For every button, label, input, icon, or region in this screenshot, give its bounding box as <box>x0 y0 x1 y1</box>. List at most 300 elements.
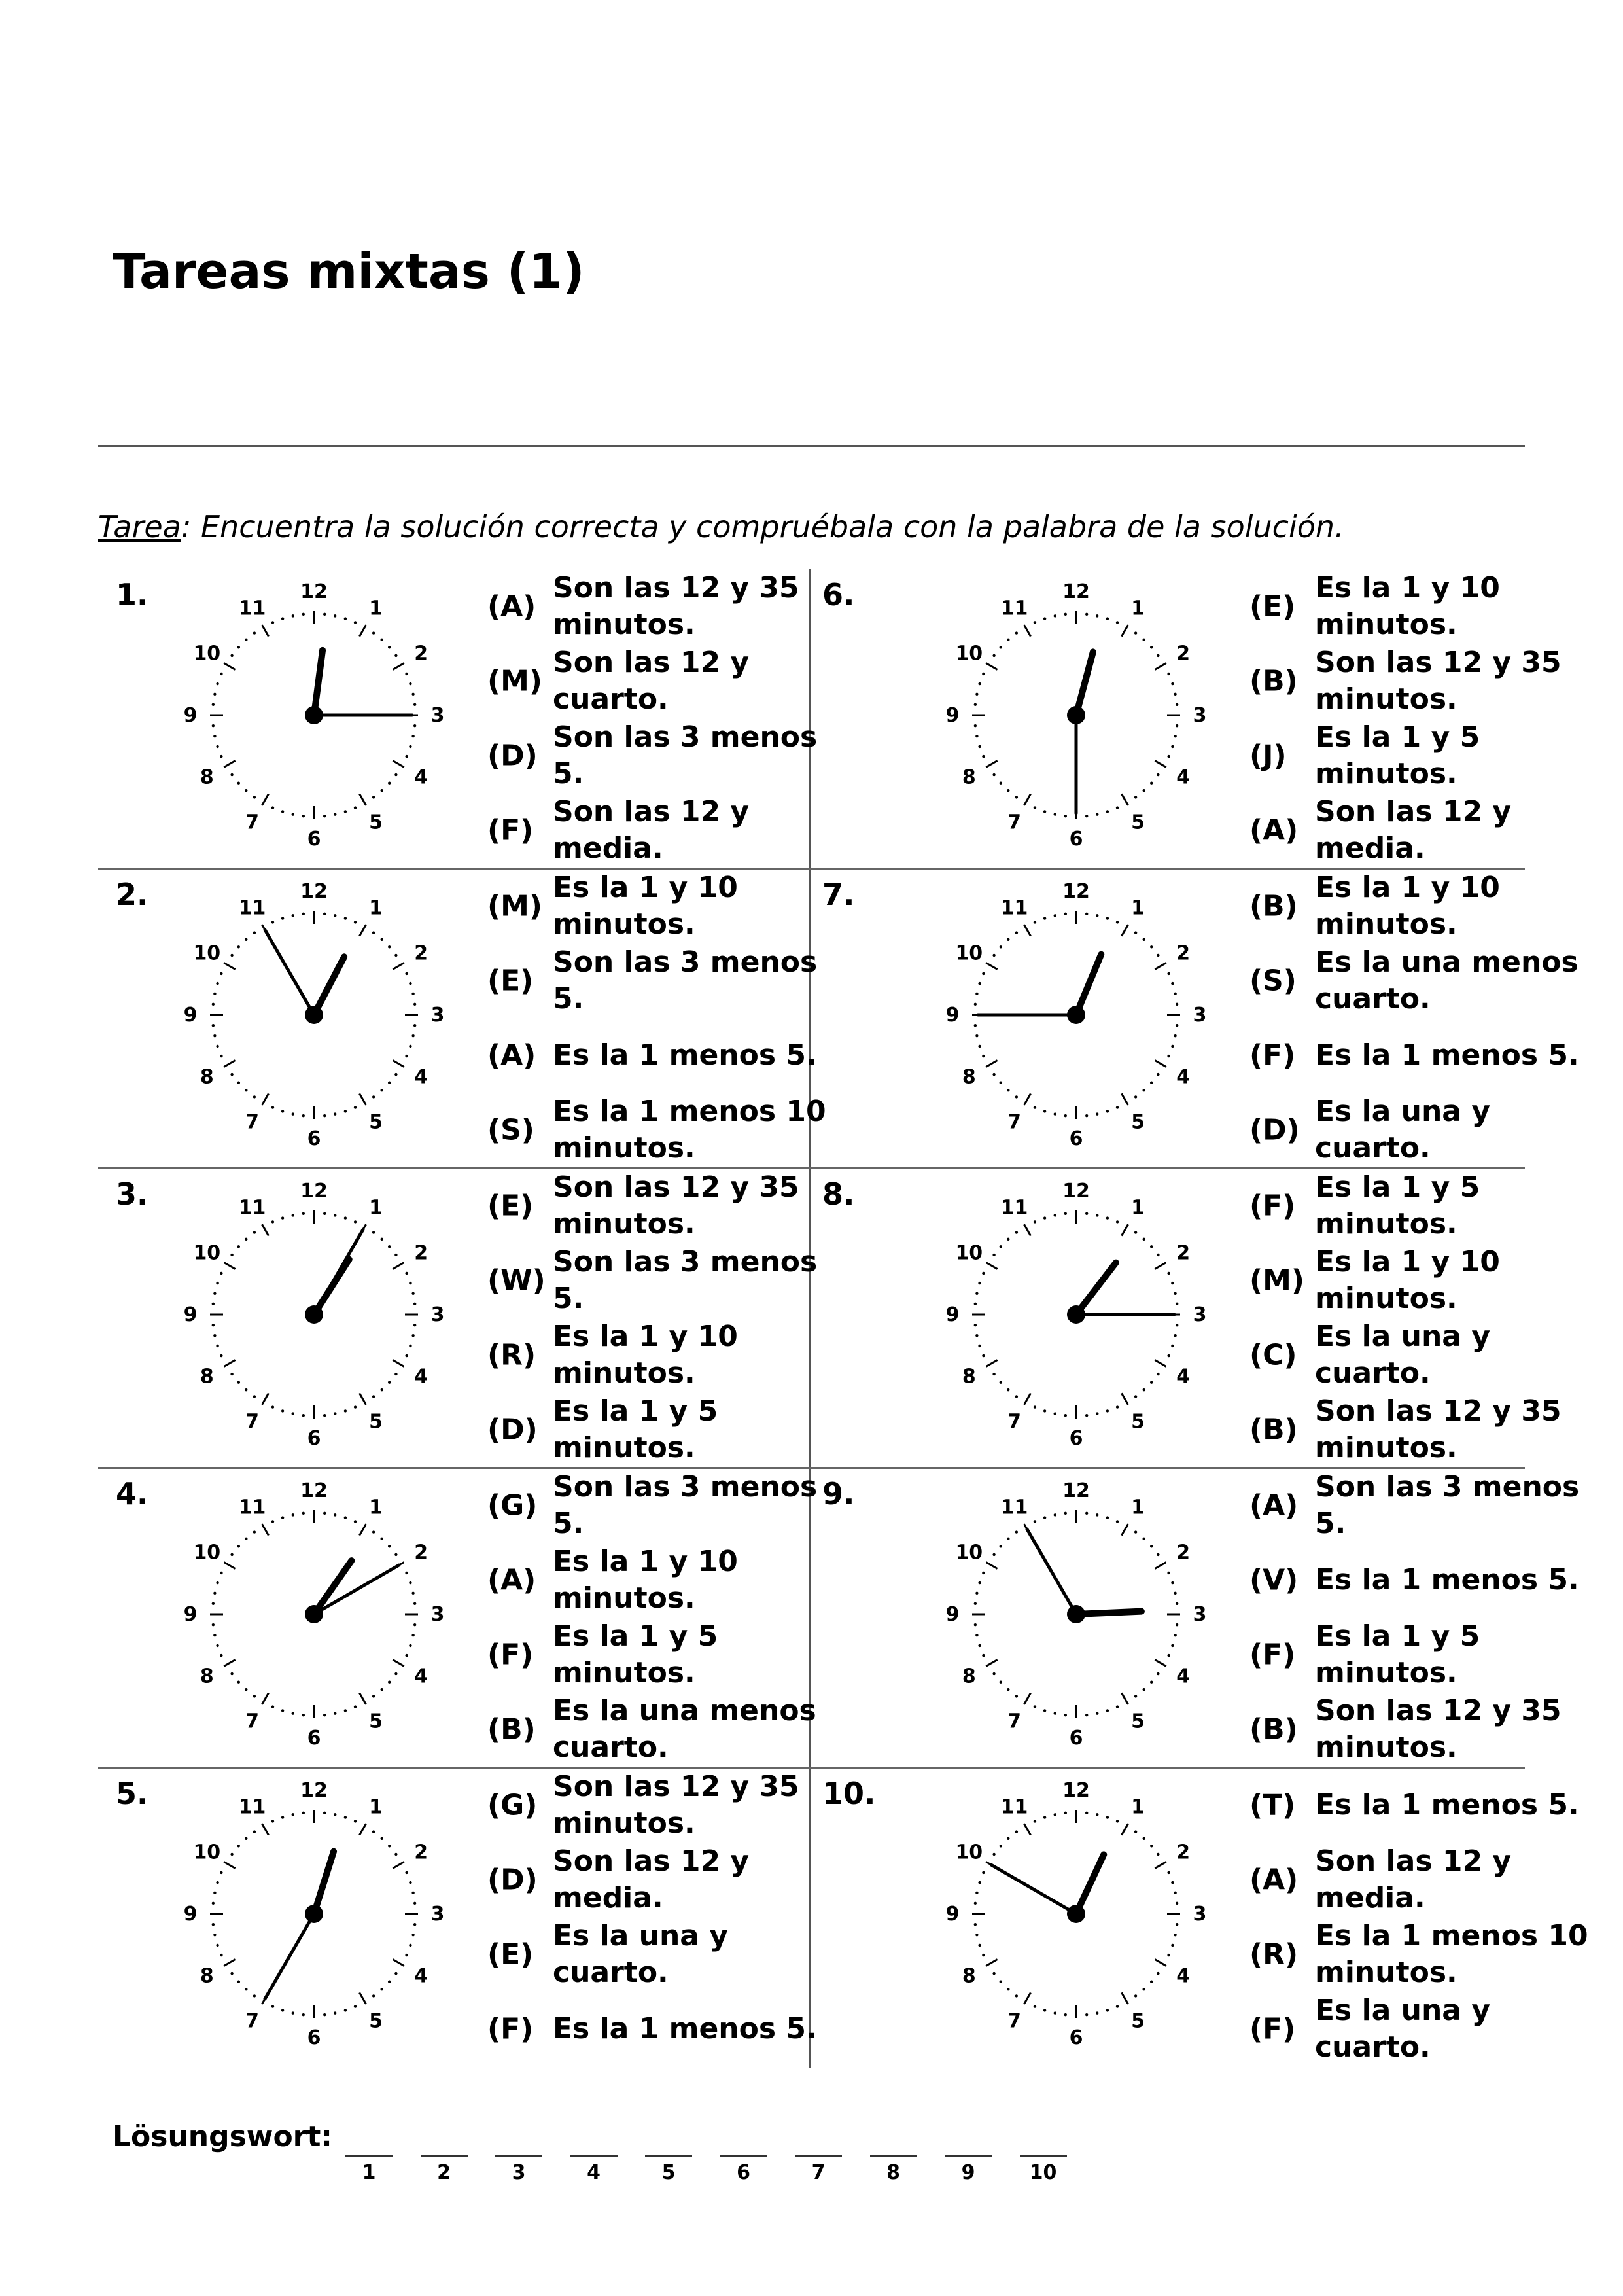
clock-numeral: 6 <box>307 1427 321 1450</box>
option-letter: (F) <box>487 2012 534 2046</box>
clock-numeral: 6 <box>1069 828 1083 851</box>
clock-center <box>1067 1305 1085 1324</box>
answer-options <box>487 1169 828 1468</box>
clock-numeral: 1 <box>1131 1795 1145 1819</box>
slot-blank[interactable] <box>495 2155 542 2157</box>
option-text: Son las 12 y 35 minutos. <box>1315 1694 1562 1764</box>
option-letter: (D) <box>487 739 538 773</box>
option-letter: (A) <box>487 1038 536 1072</box>
slot-number: 7 <box>811 2161 826 2184</box>
option-text: Son las 3 menos 5. <box>553 945 818 1016</box>
option-letter: (V) <box>1249 1563 1299 1597</box>
solution-slot[interactable] <box>945 2117 992 2184</box>
clock-numeral: 2 <box>1176 1841 1191 1864</box>
answer-option <box>487 644 828 718</box>
answer-option <box>1249 718 1590 793</box>
option-text: Es la una menos cuarto. <box>1315 945 1579 1016</box>
clock-numeral: 10 <box>193 1841 221 1864</box>
answer-option <box>1249 1917 1590 1992</box>
option-letter: (F) <box>1249 1038 1296 1072</box>
answer-option <box>1249 1468 1590 1543</box>
option-text: Es la una menos cuarto. <box>553 1694 816 1764</box>
answer-option <box>1249 1169 1590 1243</box>
option-letter: (G) <box>487 1788 538 1822</box>
clock-numeral: 8 <box>962 1365 976 1388</box>
option-text: Es la 1 menos 5. <box>1315 1563 1579 1597</box>
clock-numeral: 7 <box>245 1410 259 1434</box>
option-text: Son las 12 y media. <box>1315 795 1512 865</box>
clock-numeral: 6 <box>307 1727 321 1750</box>
clock-numeral: 2 <box>1176 642 1191 665</box>
clock-numeral: 9 <box>945 1303 960 1326</box>
option-letter: (F) <box>1249 1189 1296 1223</box>
option-letter: (W) <box>487 1263 546 1298</box>
clock-numeral: 1 <box>1131 896 1145 920</box>
solution-slot[interactable] <box>1020 2117 1067 2184</box>
answer-option <box>1249 1843 1590 1917</box>
clock-numeral: 12 <box>300 1180 328 1203</box>
option-letter: (M) <box>487 889 543 923</box>
option-letter: (E) <box>487 1189 534 1223</box>
option-letter: (A) <box>1249 1863 1299 1897</box>
answer-option <box>487 944 828 1018</box>
clock-numeral: 6 <box>1069 2026 1083 2049</box>
option-text: Es la 1 y 5 minutos. <box>1315 1171 1480 1241</box>
hour-hand <box>1076 1612 1142 1614</box>
exercise-number: 6. <box>822 577 855 612</box>
answer-options <box>1249 869 1590 1169</box>
option-text: Son las 12 y 35 minutos. <box>1315 1394 1562 1464</box>
option-text: Son las 3 menos 5. <box>553 1470 818 1540</box>
slot-number: 1 <box>362 2161 376 2184</box>
clock-face <box>939 1474 1213 1755</box>
slot-blank[interactable] <box>345 2155 393 2157</box>
clock-numeral: 8 <box>200 1665 214 1688</box>
exercise-cell <box>811 1169 1562 1468</box>
answer-options <box>487 869 828 1169</box>
clock-numeral: 5 <box>369 1110 383 1134</box>
option-text: Son las 3 menos 5. <box>553 720 818 790</box>
clock-numeral: 3 <box>1193 1903 1207 1926</box>
answer-option <box>487 1843 828 1917</box>
option-letter: (E) <box>487 964 534 998</box>
exercise-cell <box>98 569 818 869</box>
option-text: Es la 1 menos 5. <box>1315 1788 1579 1822</box>
clock-numeral: 12 <box>1062 880 1090 903</box>
option-letter: (A) <box>1249 813 1299 847</box>
answer-option <box>487 1768 828 1843</box>
hour-hand <box>1076 652 1093 715</box>
clock <box>177 1174 451 1455</box>
option-text: Es la 1 y 10 minutos. <box>553 1545 738 1615</box>
option-text: Es la 1 menos 5. <box>553 2012 817 2045</box>
clock-numeral: 7 <box>1007 811 1021 834</box>
clock-numeral: 10 <box>193 1241 221 1265</box>
clock-numeral: 8 <box>962 1964 976 1988</box>
clock-numeral: 1 <box>369 1496 383 1519</box>
option-letter: (M) <box>1249 1263 1305 1298</box>
clock-numeral: 5 <box>1131 1410 1145 1434</box>
option-letter: (F) <box>487 1638 534 1672</box>
clock <box>177 1773 451 2055</box>
clock-numeral: 9 <box>183 1903 198 1926</box>
clock-numeral: 3 <box>430 704 445 727</box>
clock-center <box>1067 1905 1085 1923</box>
answer-options <box>1249 1468 1590 1768</box>
slot-blank[interactable] <box>421 2155 468 2157</box>
option-text: Es la una y cuarto. <box>1315 1994 1490 2064</box>
answer-option <box>487 1917 828 1992</box>
exercise-cell <box>98 1468 818 1768</box>
clock-numeral: 11 <box>238 1196 266 1220</box>
clock-numeral: 11 <box>1000 1795 1028 1819</box>
clock-face <box>177 574 451 856</box>
solution-slot[interactable] <box>795 2117 842 2184</box>
clock-numeral: 4 <box>414 1065 428 1089</box>
option-letter: (S) <box>487 1113 534 1147</box>
clock-numeral: 10 <box>955 1841 983 1864</box>
exercise-cell <box>98 1169 818 1468</box>
clock-numeral: 11 <box>238 1496 266 1519</box>
answer-option <box>1249 1543 1590 1617</box>
clock-numeral: 9 <box>183 1303 198 1326</box>
exercise-cell <box>811 569 1562 869</box>
solution-slot[interactable] <box>645 2117 692 2184</box>
answer-option <box>1249 1093 1590 1167</box>
answer-option <box>487 1169 828 1243</box>
solution-slot[interactable] <box>720 2117 767 2184</box>
slot-number: 9 <box>961 2161 975 2184</box>
clock-center <box>1067 706 1085 724</box>
clock-face <box>177 1174 451 1455</box>
clock <box>939 874 1213 1156</box>
clock-numeral: 6 <box>1069 1727 1083 1750</box>
hour-hand <box>1076 955 1101 1015</box>
exercise-cell <box>811 1768 1588 2068</box>
hour-hand <box>1076 1263 1116 1315</box>
clock-numeral: 11 <box>1000 1196 1028 1220</box>
option-text: Es la 1 menos 10 minutos. <box>553 1095 826 1165</box>
clock-numeral: 10 <box>193 642 221 665</box>
option-letter: (A) <box>487 590 536 624</box>
answer-options <box>1249 1169 1590 1468</box>
slot-blank[interactable] <box>645 2155 692 2157</box>
answer-option <box>487 1617 828 1692</box>
clock-numeral: 12 <box>300 1779 328 1802</box>
exercise-cell <box>98 1768 817 2068</box>
clock-numeral: 6 <box>1069 1127 1083 1150</box>
clock-numeral: 2 <box>414 1541 428 1564</box>
clock <box>177 574 451 856</box>
clock-numeral: 7 <box>1007 1410 1021 1434</box>
solution-slot[interactable] <box>570 2117 618 2184</box>
option-letter: (J) <box>1249 739 1287 773</box>
answer-option <box>1249 1018 1590 1093</box>
clock-numeral: 5 <box>1131 2009 1145 2033</box>
option-text: Es la una y cuarto. <box>553 1919 728 1989</box>
clock-numeral: 10 <box>193 942 221 965</box>
answer-option <box>487 793 828 868</box>
option-text: Es la 1 menos 5. <box>553 1038 817 1072</box>
option-text: Son las 12 y media. <box>553 795 750 865</box>
option-text: Son las 12 y cuarto. <box>553 646 750 716</box>
slot-blank[interactable] <box>720 2155 767 2157</box>
clock-numeral: 4 <box>414 1964 428 1988</box>
clock-numeral: 8 <box>200 1365 214 1388</box>
clock-face <box>939 874 1213 1156</box>
hour-hand <box>1076 1854 1104 1914</box>
clock-numeral: 10 <box>193 1541 221 1564</box>
hour-hand <box>314 1852 334 1914</box>
clock-numeral: 3 <box>1193 1303 1207 1326</box>
clock-center <box>1067 1605 1085 1623</box>
slot-blank[interactable] <box>945 2155 992 2157</box>
clock-numeral: 3 <box>430 1004 445 1027</box>
clock-numeral: 2 <box>414 1841 428 1864</box>
answer-option <box>1249 1243 1590 1318</box>
hour-hand <box>314 650 323 715</box>
clock-numeral: 12 <box>1062 1779 1090 1802</box>
option-text: Es la 1 y 10 minutos. <box>1315 571 1500 641</box>
exercise-number: 4. <box>116 1476 148 1511</box>
slot-blank[interactable] <box>1020 2155 1067 2157</box>
clock <box>939 1174 1213 1455</box>
clock-numeral: 1 <box>369 896 383 920</box>
option-letter: (M) <box>487 664 543 698</box>
answer-option <box>487 1992 828 2066</box>
option-letter: (B) <box>1249 889 1298 923</box>
clock-numeral: 7 <box>1007 1710 1021 1733</box>
clock-numeral: 9 <box>183 704 198 727</box>
answer-option <box>1249 1992 1590 2066</box>
clock-numeral: 3 <box>1193 704 1207 727</box>
answer-option <box>1249 793 1590 868</box>
clock-numeral: 12 <box>300 880 328 903</box>
clock-numeral: 12 <box>1062 1180 1090 1203</box>
option-letter: (A) <box>1249 1489 1299 1523</box>
option-letter: (B) <box>1249 664 1298 698</box>
clock-numeral: 5 <box>369 1710 383 1733</box>
answer-option <box>487 1392 828 1467</box>
solution-slot[interactable] <box>345 2117 393 2184</box>
answer-option <box>487 1692 828 1767</box>
exercise-number: 1. <box>116 577 148 612</box>
minute-hand <box>265 930 314 1015</box>
clock-numeral: 6 <box>1069 1427 1083 1450</box>
slot-blank[interactable] <box>570 2155 618 2157</box>
row-divider <box>98 868 1525 870</box>
hour-hand <box>314 1561 351 1614</box>
clock-numeral: 7 <box>1007 1110 1021 1134</box>
row-divider <box>98 1767 1525 1769</box>
solution-label: Lösungswort: <box>113 2120 332 2153</box>
header-divider <box>98 445 1525 447</box>
clock-numeral: 1 <box>369 1196 383 1220</box>
option-letter: (G) <box>487 1489 538 1523</box>
clock-numeral: 7 <box>245 1110 259 1134</box>
clock <box>939 574 1213 856</box>
clock-numeral: 8 <box>962 1665 976 1688</box>
clock-numeral: 3 <box>430 1603 445 1626</box>
slot-number: 3 <box>512 2161 526 2184</box>
clock-numeral: 3 <box>1193 1603 1207 1626</box>
clock-numeral: 1 <box>369 1795 383 1819</box>
clock-numeral: 8 <box>962 766 976 789</box>
clock-numeral: 4 <box>1176 1665 1191 1688</box>
clock-face <box>939 574 1213 856</box>
clock-numeral: 9 <box>945 704 960 727</box>
option-text: Es la 1 y 10 minutos. <box>553 1320 738 1390</box>
clock-center <box>305 1305 323 1324</box>
clock-numeral: 5 <box>1131 811 1145 834</box>
clock-numeral: 8 <box>962 1065 976 1089</box>
option-text: Son las 12 y media. <box>1315 1845 1512 1915</box>
answer-option <box>1249 944 1590 1018</box>
option-letter: (F) <box>1249 2012 1296 2046</box>
clock-center <box>1067 1006 1085 1024</box>
clock-numeral: 4 <box>1176 1365 1191 1388</box>
exercise-number: 2. <box>116 877 148 912</box>
instruction-label: Tarea <box>98 509 181 544</box>
option-letter: (R) <box>487 1338 536 1372</box>
clock-numeral: 2 <box>414 942 428 965</box>
clock-numeral: 10 <box>955 1241 983 1265</box>
answer-option <box>487 718 828 793</box>
minute-hand <box>1027 1529 1076 1614</box>
clock-numeral: 9 <box>945 1603 960 1626</box>
clock-numeral: 9 <box>945 1004 960 1027</box>
option-text: Son las 12 y 35 minutos. <box>553 1770 799 1840</box>
answer-option <box>487 869 828 944</box>
minute-hand <box>265 1914 314 1999</box>
answer-option <box>1249 1768 1590 1843</box>
clock-face <box>177 1474 451 1755</box>
clock-numeral: 2 <box>1176 942 1191 965</box>
option-letter: (A) <box>487 1563 536 1597</box>
clock-face <box>177 874 451 1156</box>
answer-option <box>1249 569 1590 644</box>
clock-numeral: 10 <box>955 1541 983 1564</box>
clock <box>177 874 451 1156</box>
slot-blank[interactable] <box>870 2155 917 2157</box>
clock-numeral: 1 <box>1131 1496 1145 1519</box>
clock-numeral: 3 <box>1193 1004 1207 1027</box>
clock-numeral: 10 <box>955 642 983 665</box>
option-letter: (T) <box>1249 1788 1296 1822</box>
clock-numeral: 12 <box>1062 1479 1090 1502</box>
option-text: Son las 12 y 35 minutos. <box>1315 646 1562 716</box>
clock-center <box>305 1006 323 1024</box>
clock-numeral: 4 <box>1176 766 1191 789</box>
option-text: Son las 12 y 35 minutos. <box>553 1171 799 1241</box>
answer-option <box>487 1468 828 1543</box>
clock-numeral: 8 <box>200 1964 214 1988</box>
clock-numeral: 5 <box>369 1410 383 1434</box>
clock-numeral: 1 <box>1131 597 1145 620</box>
clock-numeral: 5 <box>1131 1710 1145 1733</box>
clock-numeral: 4 <box>1176 1964 1191 1988</box>
row-divider <box>98 1467 1525 1469</box>
option-letter: (B) <box>1249 1413 1298 1447</box>
option-text: Es la 1 y 5 minutos. <box>1315 1619 1480 1689</box>
clock-numeral: 6 <box>307 2026 321 2049</box>
instruction-text: : Encuentra la solución correcta y compruébala con la palabra de la solución. <box>181 509 1344 544</box>
clock-center <box>305 706 323 724</box>
solution-slot[interactable] <box>495 2117 542 2184</box>
clock-numeral: 7 <box>245 2009 259 2033</box>
answer-option <box>487 1093 828 1167</box>
clock-numeral: 2 <box>414 642 428 665</box>
instruction <box>98 509 1344 544</box>
answer-option <box>1249 869 1590 944</box>
option-text: Es la 1 menos 10 minutos. <box>1315 1919 1588 1989</box>
option-letter: (F) <box>1249 1638 1296 1672</box>
slot-blank[interactable] <box>795 2155 842 2157</box>
clock-numeral: 9 <box>183 1004 198 1027</box>
option-letter: (R) <box>1249 1937 1299 1971</box>
option-letter: (B) <box>487 1712 536 1746</box>
option-text: Son las 3 menos 5. <box>1315 1470 1580 1540</box>
clock-numeral: 4 <box>414 1365 428 1388</box>
clock <box>177 1474 451 1755</box>
clock-numeral: 4 <box>1176 1065 1191 1089</box>
slot-number: 10 <box>1029 2161 1057 2184</box>
clock-numeral: 11 <box>1000 896 1028 920</box>
page-title: Tareas mixtas (1) <box>113 243 585 300</box>
answer-option <box>1249 1392 1590 1467</box>
answer-options <box>487 1468 828 1768</box>
clock-numeral: 9 <box>945 1903 960 1926</box>
clock-numeral: 3 <box>430 1303 445 1326</box>
answer-options <box>487 1768 828 2068</box>
clock-numeral: 10 <box>955 942 983 965</box>
option-text: Es la 1 menos 5. <box>1315 1038 1579 1072</box>
solution-slot[interactable] <box>421 2117 468 2184</box>
row-divider <box>98 1167 1525 1169</box>
answer-options <box>487 569 828 869</box>
slot-number: 4 <box>587 2161 601 2184</box>
clock-numeral: 11 <box>238 896 266 920</box>
answer-option <box>487 1018 828 1093</box>
option-letter: (D) <box>487 1413 538 1447</box>
slot-number: 8 <box>886 2161 900 2184</box>
clock-numeral: 3 <box>430 1903 445 1926</box>
exercise-number: 7. <box>822 877 855 912</box>
exercise-number: 8. <box>822 1176 855 1212</box>
exercise-number: 5. <box>116 1776 148 1811</box>
minute-hand <box>314 1565 399 1614</box>
answer-option <box>487 569 828 644</box>
option-letter: (E) <box>487 1937 534 1971</box>
clock-numeral: 5 <box>369 811 383 834</box>
answer-options <box>1249 1768 1590 2068</box>
clock-numeral: 11 <box>238 597 266 620</box>
clock-face <box>939 1174 1213 1455</box>
clock-numeral: 7 <box>245 1710 259 1733</box>
hour-hand <box>314 1260 349 1315</box>
option-text: Es la 1 y 5 minutos. <box>553 1619 718 1689</box>
answer-option <box>487 1243 828 1318</box>
option-letter: (D) <box>1249 1113 1300 1147</box>
slot-number: 2 <box>437 2161 451 2184</box>
answer-option <box>1249 1692 1590 1767</box>
solution-slot[interactable] <box>870 2117 917 2184</box>
option-text: Es la 1 y 5 minutos. <box>553 1394 718 1464</box>
exercise-cell <box>811 869 1579 1169</box>
option-text: Es la una y cuarto. <box>1315 1095 1490 1165</box>
option-text: Son las 12 y media. <box>553 1845 750 1915</box>
clock-center <box>305 1905 323 1923</box>
